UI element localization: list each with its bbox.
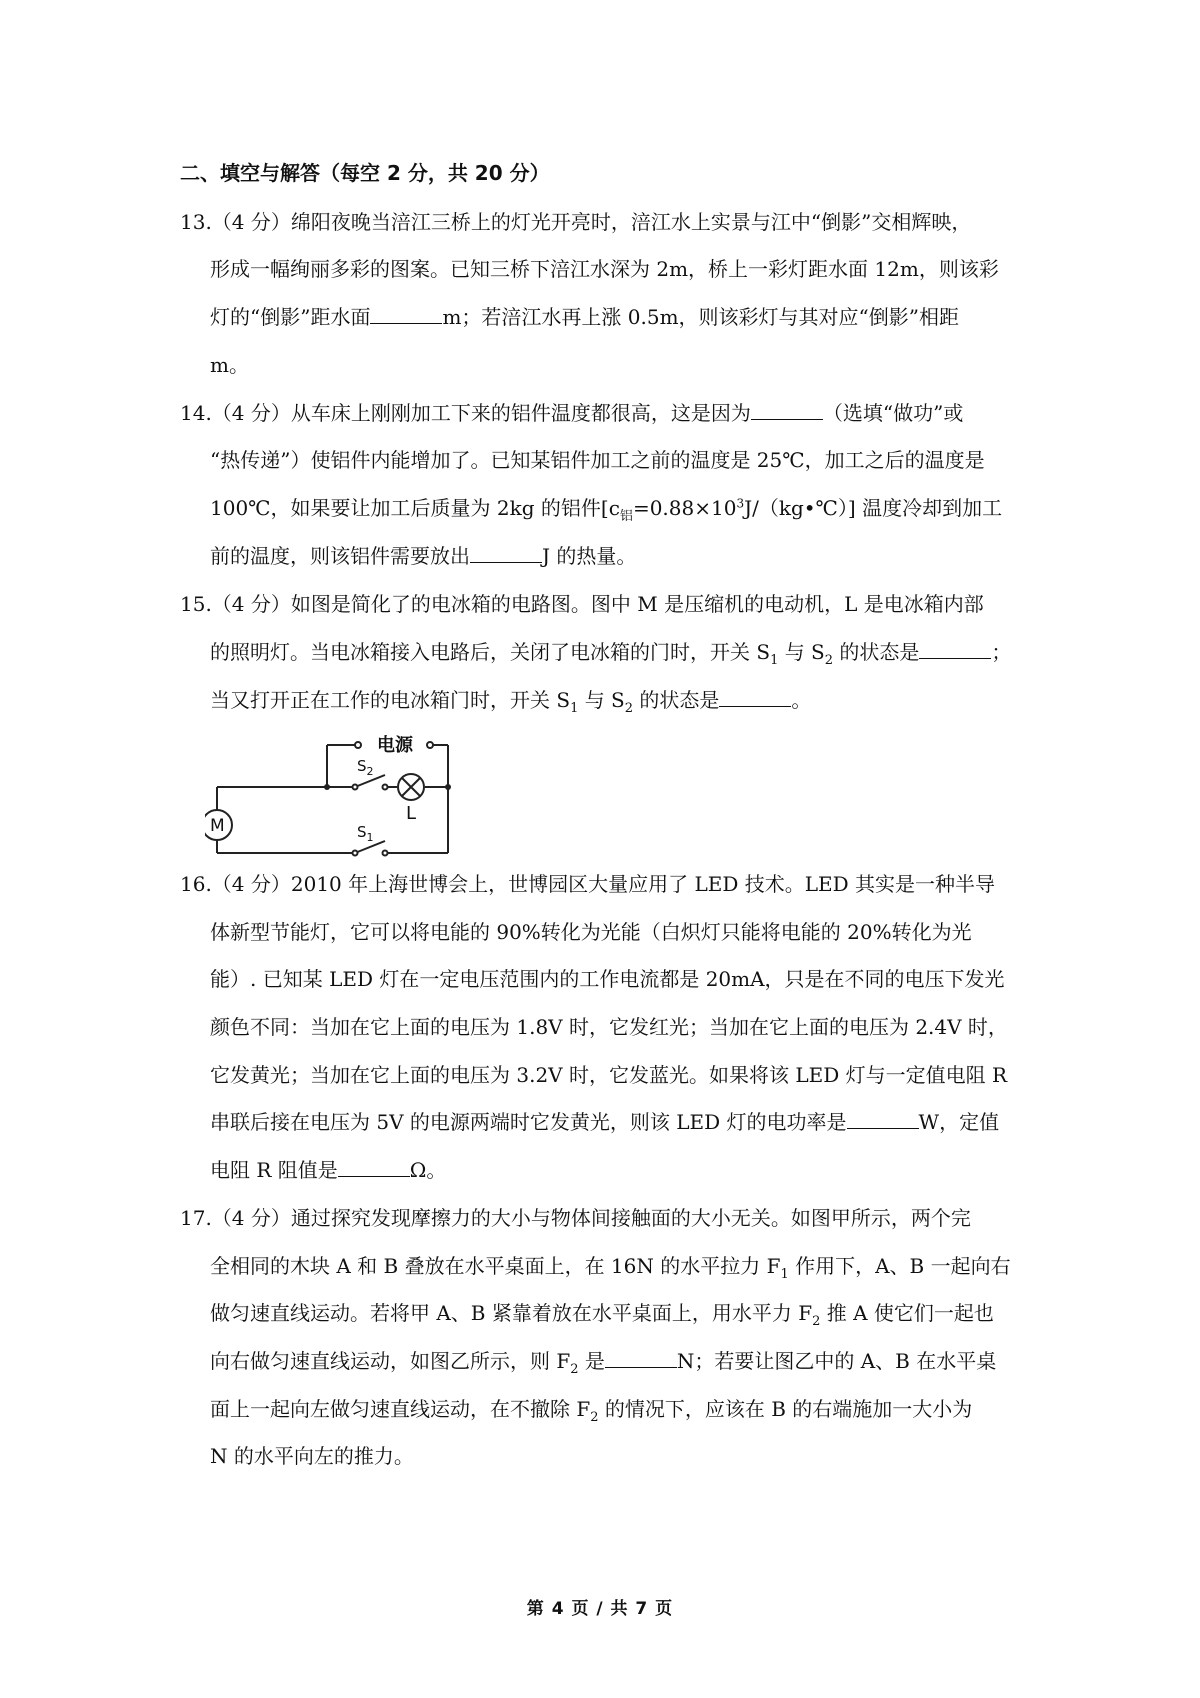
- subscript: 1: [770, 653, 779, 668]
- answer-blank[interactable]: [719, 688, 791, 707]
- q17-text: N；若要让图乙中的 A、B 在水平桌: [676, 1349, 997, 1373]
- q14-line-1: [180, 397, 963, 426]
- q17-text: 向右做匀速直线运动，如图乙所示，则 F: [210, 1349, 571, 1373]
- q15-text: 的照明灯。当电冰箱接入电路后，关闭了电冰箱的门时，开关 S: [210, 640, 771, 664]
- q16-text: 串联后接在电压为 5V 的电源两端时它发黄光，则该 LED 灯的电功率是: [210, 1110, 847, 1134]
- q15-text: 的状态是: [633, 688, 720, 712]
- q16-line-2: 体新型节能灯，它可以将电能的 90%转化为光能（白炽灯只能将电能的 20%转化为光: [210, 920, 972, 944]
- answer-blank[interactable]: [847, 1110, 919, 1129]
- q15-text: 与 S: [778, 640, 825, 664]
- answer-blank[interactable]: [370, 305, 442, 324]
- q15-line-1: 15.（4 分）如图是简化了的电冰箱的电路图。图中 M 是压缩机的电动机，L 是电冰箱内部: [180, 592, 984, 616]
- q14-text: （选填“做功”或: [822, 401, 964, 425]
- q15-text: 与 S: [578, 688, 625, 712]
- q17-text: 的情况下，应该在 B 的右端施加一大小为: [598, 1397, 973, 1421]
- q13-text: 灯的“倒影”距水面: [210, 305, 371, 329]
- q15-text: 的状态是: [833, 640, 920, 664]
- q17-text: 全相同的木块 A 和 B 叠放在水平桌面上，在 16N 的水平拉力 F: [210, 1254, 781, 1278]
- s2-label: $S_2$: [357, 757, 374, 778]
- s1-label: $S_1$: [357, 823, 374, 844]
- q14-text: 前的温度，则该铝件需要放出: [210, 544, 470, 568]
- q16-text: Ω。: [409, 1158, 447, 1182]
- q14-text: J 的热量。: [542, 544, 637, 568]
- subscript: 1: [570, 701, 579, 716]
- q15-text: 当又打开正在工作的电冰箱门时，开关 S: [210, 688, 571, 712]
- q17-text: 是: [578, 1349, 605, 1373]
- subscript: 2: [590, 1410, 599, 1425]
- answer-blank[interactable]: [338, 1158, 410, 1177]
- power-label: 电源: [377, 735, 413, 756]
- q14-line-4: [210, 540, 636, 569]
- q14-text: 100℃，如果要让加工后质量为 2kg 的铝件[c: [210, 496, 620, 520]
- subscript: 2: [824, 653, 834, 668]
- terminal: [383, 851, 388, 856]
- answer-blank[interactable]: [470, 544, 542, 563]
- q17-line-1: 17.（4 分）通过探究发现摩擦力的大小与物体间接触面的大小无关。如图甲所示，两个完: [180, 1206, 971, 1230]
- q17-line-6: N 的水平向左的推力。: [210, 1444, 414, 1468]
- q16-line-1: 16.（4 分）2010 年上海世博会上，世博园区大量应用了 LED 技术。LED 其实是一种半导: [180, 872, 996, 896]
- q17-line-5: [210, 1393, 972, 1425]
- q17-text: 作用下，A、B 一起向右: [788, 1254, 1011, 1278]
- answer-blank[interactable]: [751, 401, 823, 420]
- q13-text: m；若涪江水再上涨 0.5m，则该彩灯与其对应“倒影”相距: [442, 305, 959, 329]
- q13-line-1: 13.（4 分）绵阳夜晚当涪江三桥上的灯光开亮时，涪江水上实景与江中“倒影”交相辉映，: [180, 210, 972, 234]
- answer-blank[interactable]: [919, 640, 991, 659]
- q14-line-2: “热传递”）使铝件内能增加了。已知某铝件加工之前的温度是 25℃，加工之后的温度是: [210, 448, 985, 472]
- q16-text: 电阻 R 阻值是: [210, 1158, 338, 1182]
- q15-line-3: [210, 684, 811, 716]
- page-footer: 第 4 页 / 共 7 页: [526, 1599, 674, 1619]
- junction: [324, 784, 330, 790]
- terminal: [383, 785, 388, 790]
- refrigerator-circuit-diagram: [205, 727, 465, 859]
- q17-text: 面上一起向左做匀速直线运动，在不撤除 F: [210, 1397, 591, 1421]
- motor-label: M: [210, 816, 225, 836]
- q13-line-2: 形成一幅绚丽多彩的图案。已知三桥下涪江水深为 2m，桥上一彩灯距水面 12m，则该彩: [210, 257, 999, 281]
- q16-line-5: 它发黄光；当加在它上面的电压为 3.2V 时，它发蓝光。如果将该 LED 灯与一定值电阻 R: [210, 1063, 1008, 1087]
- q17-line-4: [210, 1345, 996, 1377]
- q17-text: 推 A 使它们一起也: [820, 1301, 994, 1325]
- q17-text: 做匀速直线运动。若将甲 A、B 紧靠着放在水平桌面上，用水平力 F: [210, 1301, 813, 1325]
- subscript: 2: [570, 1362, 579, 1377]
- q14-line-3: [210, 492, 1002, 524]
- subscript: 1: [780, 1267, 789, 1282]
- lamp-label: L: [406, 803, 417, 824]
- answer-blank[interactable]: [605, 1349, 677, 1368]
- q16-line-7: [210, 1154, 446, 1183]
- q14-text: J/（kg•℃）] 温度冷却到加工: [744, 496, 1003, 520]
- q17-line-2: [210, 1250, 1011, 1282]
- q15-line-2: [210, 636, 1011, 668]
- junction: [445, 784, 451, 790]
- terminal: [353, 785, 358, 790]
- q16-line-3: 能）. 已知某 LED 灯在一定电压范围内的工作电流都是 20mA，只是在不同的电压下发光: [210, 967, 1005, 991]
- q15-text: 。: [791, 688, 812, 712]
- q15-text: ；: [991, 640, 1012, 664]
- superscript: 3: [736, 496, 745, 511]
- q13-line-4: m。: [210, 353, 249, 377]
- q16-line-4: 颜色不同：当加在它上面的电压为 1.8V 时，它发红光；当加在它上面的电压为 2.4V 时，: [210, 1015, 1008, 1039]
- q13-line-3: [210, 301, 959, 330]
- q17-line-3: [210, 1297, 994, 1329]
- terminal: [353, 851, 358, 856]
- terminal: [427, 742, 433, 748]
- subscript: 2: [812, 1314, 821, 1329]
- q16-line-6: [210, 1106, 999, 1135]
- q16-text: W，定值: [918, 1110, 1000, 1134]
- section-heading: 二、填空与解答（每空 2 分，共 20 分）: [180, 161, 550, 185]
- subscript: 铝: [619, 509, 633, 524]
- q14-text: 14.（4 分）从车床上刚刚加工下来的铝件温度都很高，这是因为: [180, 401, 751, 425]
- q14-text: =0.88×10: [632, 496, 737, 520]
- subscript: 2: [624, 701, 634, 716]
- terminal: [355, 742, 361, 748]
